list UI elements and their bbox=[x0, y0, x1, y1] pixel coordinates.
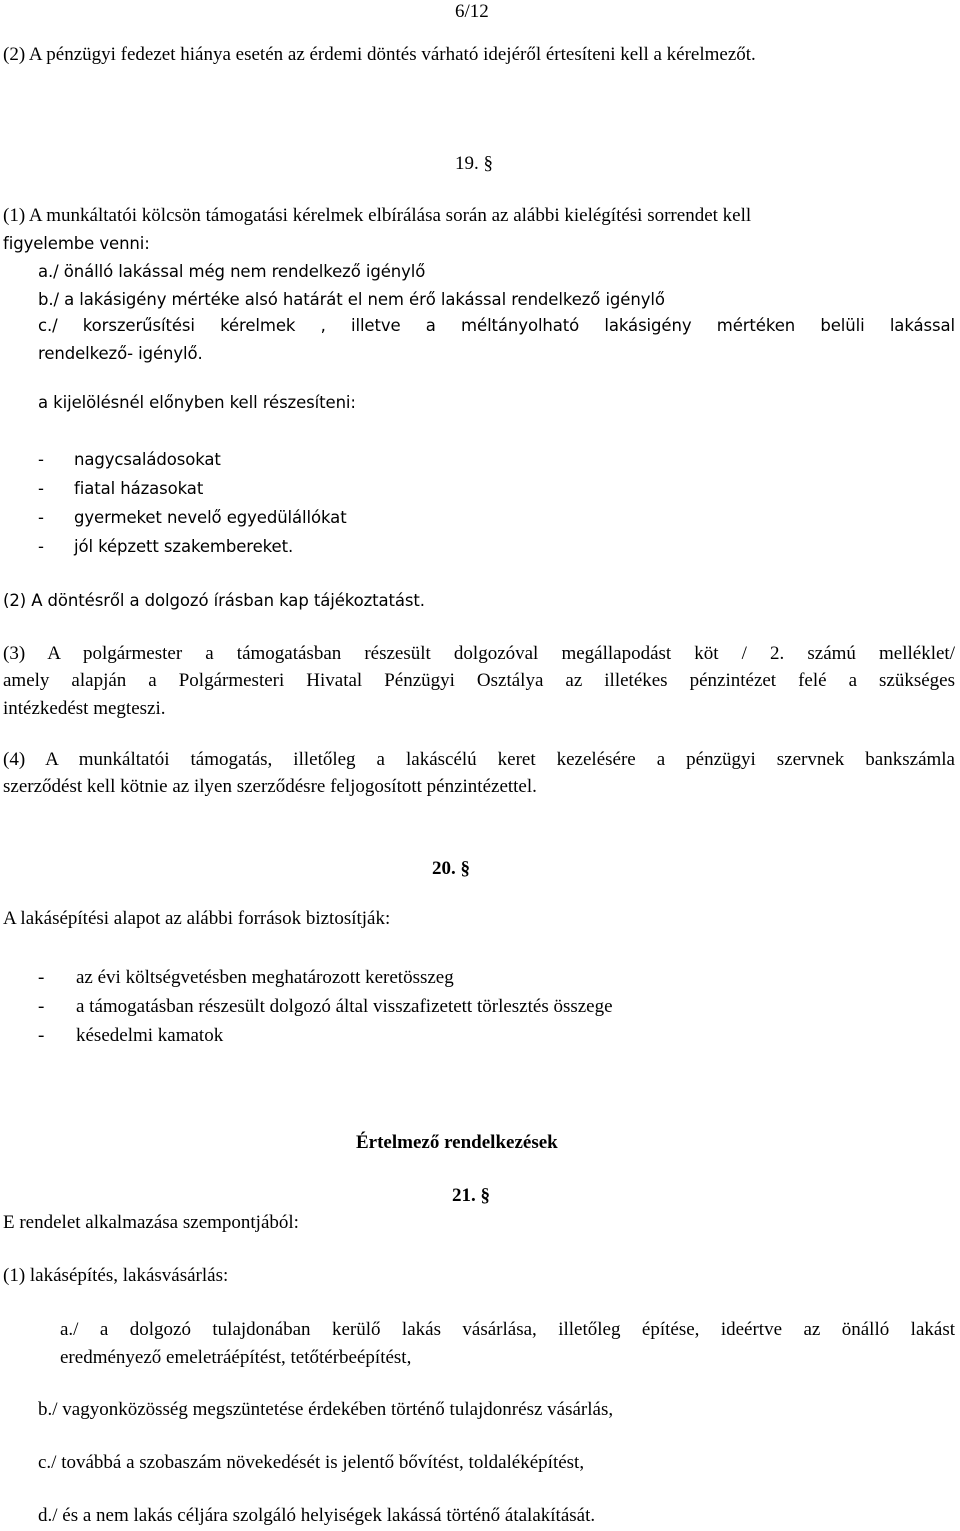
list-bullet: - bbox=[38, 479, 44, 498]
paragraph-19-3-line-1: (3) A polgármester a támogatásban részesült dolgozóval megállapodást köt / 2. számú melléklet/ bbox=[3, 643, 955, 664]
definitions-paragraph-1-label: (1) lakásépítés, lakásvásárlás: bbox=[3, 1265, 229, 1286]
funding-source-item: késedelmi kamatok bbox=[76, 1025, 224, 1046]
list-bullet: - bbox=[38, 537, 44, 556]
funding-source-item: a támogatásban részesült dolgozó által visszafizetett törlesztés összege bbox=[76, 996, 613, 1017]
definition-item-c: c./ továbbá a szobaszám növekedését is jelentő bővítést, toldaléképítést, bbox=[38, 1452, 585, 1473]
list-item-c-line-1: c./ korszerűsítési kérelmek , illetve a méltányolható lakásigény mértéken belüli lakással bbox=[38, 316, 955, 335]
section-20-intro: A lakásépítési alapot az alábbi források biztosítják: bbox=[3, 908, 391, 929]
paragraph-19-4-line-2: szerződést kell kötnie az ilyen szerződésre feljogosított pénzintézettel. bbox=[3, 776, 537, 797]
page-number: 6/12 bbox=[455, 1, 489, 22]
preference-item: fiatal házasokat bbox=[74, 479, 204, 498]
paragraph-18-2: (2) A pénzügyi fedezet hiánya esetén az érdemi döntés várható idejéről értesíteni kell a kérelmezőt. bbox=[3, 44, 756, 65]
paragraph-19-4-line-1: (4) A munkáltatói támogatás, illetőleg a lakáscélú keret kezelésére a pénzügyi szervnek bankszámla bbox=[3, 749, 955, 770]
list-bullet: - bbox=[38, 967, 45, 988]
definition-item-a-line-1: a./ a dolgozó tulajdonában kerülő lakás vásárlása, illetőleg építése, ideértve az önálló lakást bbox=[60, 1319, 955, 1340]
definitions-intro: E rendelet alkalmazása szempontjából: bbox=[3, 1212, 299, 1233]
list-item-a: a./ önálló lakással még nem rendelkező igénylő bbox=[38, 262, 426, 281]
preference-item: gyermeket nevelő egyedülállókat bbox=[74, 508, 347, 527]
section-21-heading: 21. § bbox=[452, 1185, 490, 1206]
list-item-c-line-2: rendelkező- igénylő. bbox=[38, 344, 203, 363]
funding-source-item: az évi költségvetésben meghatározott keretösszeg bbox=[76, 967, 454, 988]
paragraph-19-1-line-1: (1) A munkáltatói kölcsön támogatási kérelmek elbírálása során az alábbi kielégítési sorrendet kell bbox=[3, 205, 752, 226]
paragraph-19-2: (2) A döntésről a dolgozó írásban kap tájékoztatást. bbox=[3, 591, 425, 610]
section-20-heading: 20. § bbox=[432, 858, 470, 879]
definitions-title: Értelmező rendelkezések bbox=[356, 1132, 558, 1153]
paragraph-19-3-line-2: amely alapján a Polgármesteri Hivatal Pénzügyi Osztálya az illetékes pénzintézet felé a szükséges bbox=[3, 670, 955, 691]
preference-intro: a kijelölésnél előnyben kell részesíteni: bbox=[38, 393, 356, 412]
section-19-heading: 19. § bbox=[455, 153, 493, 174]
list-bullet: - bbox=[38, 450, 44, 469]
list-item-b: b./ a lakásigény mértéke alsó határát el nem érő lakással rendelkező igénylő bbox=[38, 290, 665, 309]
preference-item: jól képzett szakembereket. bbox=[74, 537, 294, 556]
definition-item-d: d./ és a nem lakás céljára szolgáló helyiségek lakássá történő átalakítását. bbox=[38, 1505, 596, 1526]
list-bullet: - bbox=[38, 508, 44, 527]
list-bullet: - bbox=[38, 1025, 45, 1046]
paragraph-19-1-line-2: figyelembe venni: bbox=[3, 234, 150, 253]
list-bullet: - bbox=[38, 996, 45, 1017]
paragraph-19-3-line-3: intézkedést megteszi. bbox=[3, 698, 166, 719]
preference-item: nagycsaládosokat bbox=[74, 450, 221, 469]
definition-item-b: b./ vagyonközösség megszüntetése érdekében történő tulajdonrész vásárlás, bbox=[38, 1399, 614, 1420]
definition-item-a-line-2: eredményező emeletráépítést, tetőtérbeépítést, bbox=[60, 1347, 412, 1368]
